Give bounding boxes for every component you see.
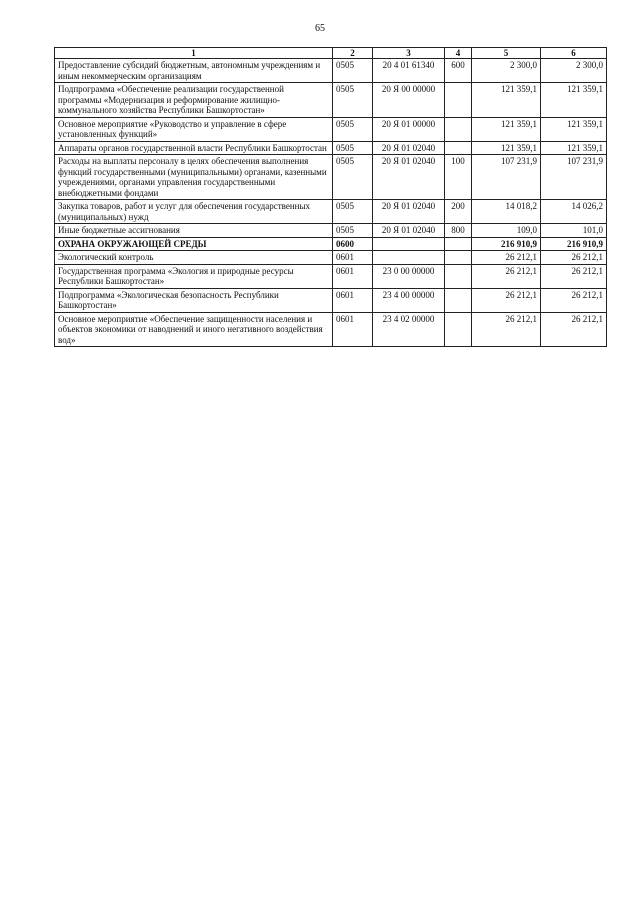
table-row xyxy=(55,200,607,224)
row-name: Основное мероприятие «Обеспечение защищенности населения и объектов экономики от наводнений и иного негативного воздействия вод» xyxy=(55,312,333,347)
row-amount-col5: 26 212,1 xyxy=(472,288,541,312)
table-row xyxy=(55,264,607,288)
row-amount-col6: 121 359,1 xyxy=(541,141,607,155)
table-row xyxy=(55,288,607,312)
header-col-3: 3 xyxy=(373,48,445,59)
row-target-code: 20 4 01 61340 xyxy=(373,59,445,83)
row-name: Подпрограмма «Экологическая безопасность Республики Башкортостан» xyxy=(55,288,333,312)
table-row xyxy=(55,224,607,238)
row-amount-col5: 216 910,9 xyxy=(472,237,541,251)
row-amount-col6: 101,0 xyxy=(541,224,607,238)
row-section-code: 0601 xyxy=(333,264,373,288)
row-expense-type: 600 xyxy=(445,59,472,83)
row-amount-col5: 107 231,9 xyxy=(472,155,541,200)
row-amount-col6: 14 026,2 xyxy=(541,200,607,224)
row-target-code: 20 Я 01 02040 xyxy=(373,200,445,224)
row-amount-col6: 216 910,9 xyxy=(541,237,607,251)
table-row xyxy=(55,83,607,118)
row-expense-type xyxy=(445,251,472,265)
row-expense-type xyxy=(445,264,472,288)
table-row xyxy=(55,251,607,265)
header-col-4: 4 xyxy=(445,48,472,59)
row-amount-col6: 121 359,1 xyxy=(541,83,607,118)
table-body xyxy=(55,59,607,347)
row-amount-col6: 26 212,1 xyxy=(541,251,607,265)
row-section-code: 0505 xyxy=(333,117,373,141)
row-amount-col6: 26 212,1 xyxy=(541,288,607,312)
row-name: Государственная программа «Экология и природные ресурсы Республики Башкортостан» xyxy=(55,264,333,288)
row-name: Экологический контроль xyxy=(55,251,333,265)
row-amount-col6: 2 300,0 xyxy=(541,59,607,83)
row-name: Подпрограмма «Обеспечение реализации государственной программы «Модернизация и реформирование жилищно-коммунального хозяйства Республики Башкортостан» xyxy=(55,83,333,118)
row-amount-col5: 26 212,1 xyxy=(472,251,541,265)
row-section-code: 0601 xyxy=(333,312,373,347)
row-amount-col5: 121 359,1 xyxy=(472,141,541,155)
table-row xyxy=(55,312,607,347)
row-name: Иные бюджетные ассигнования xyxy=(55,224,333,238)
row-expense-type: 200 xyxy=(445,200,472,224)
row-name: Основное мероприятие «Руководство и управление в сфере установленных функций» xyxy=(55,117,333,141)
row-amount-col6: 107 231,9 xyxy=(541,155,607,200)
row-section-code: 0505 xyxy=(333,141,373,155)
row-section-code: 0505 xyxy=(333,155,373,200)
row-amount-col5: 121 359,1 xyxy=(472,83,541,118)
row-target-code: 20 Я 00 00000 xyxy=(373,83,445,118)
table-row xyxy=(55,155,607,200)
row-target-code xyxy=(373,251,445,265)
header-col-6: 6 xyxy=(541,48,607,59)
row-expense-type: 100 xyxy=(445,155,472,200)
row-expense-type xyxy=(445,312,472,347)
row-target-code: 23 0 00 00000 xyxy=(373,264,445,288)
row-expense-type xyxy=(445,141,472,155)
row-target-code: 23 4 02 00000 xyxy=(373,312,445,347)
row-target-code: 20 Я 01 02040 xyxy=(373,224,445,238)
row-name: ОХРАНА ОКРУЖАЮЩЕЙ СРЕДЫ xyxy=(55,237,333,251)
row-section-code: 0505 xyxy=(333,224,373,238)
header-col-2: 2 xyxy=(333,48,373,59)
row-amount-col5: 26 212,1 xyxy=(472,264,541,288)
row-amount-col5: 26 212,1 xyxy=(472,312,541,347)
table-header-row xyxy=(55,48,607,59)
row-section-code: 0600 xyxy=(333,237,373,251)
table-row xyxy=(55,117,607,141)
row-target-code xyxy=(373,237,445,251)
row-amount-col6: 26 212,1 xyxy=(541,264,607,288)
header-col-5: 5 xyxy=(472,48,541,59)
row-amount-col5: 121 359,1 xyxy=(472,117,541,141)
row-target-code: 20 Я 01 02040 xyxy=(373,141,445,155)
budget-table xyxy=(54,47,607,347)
row-target-code: 20 Я 01 00000 xyxy=(373,117,445,141)
row-amount-col5: 14 018,2 xyxy=(472,200,541,224)
row-expense-type xyxy=(445,117,472,141)
row-section-code: 0505 xyxy=(333,200,373,224)
table-row xyxy=(55,237,607,251)
row-section-code: 0505 xyxy=(333,83,373,118)
row-amount-col6: 26 212,1 xyxy=(541,312,607,347)
row-expense-type: 800 xyxy=(445,224,472,238)
row-name: Предоставление субсидий бюджетным, автономным учреждениям и иным некоммерческим организациям xyxy=(55,59,333,83)
row-amount-col6: 121 359,1 xyxy=(541,117,607,141)
row-name: Расходы на выплаты персоналу в целях обеспечения выполнения функций государственными (муниципальными) органами, казенными учреждениями, органами управления государственными внебюджетными фондами xyxy=(55,155,333,200)
row-expense-type xyxy=(445,83,472,118)
table-row xyxy=(55,59,607,83)
row-section-code: 0505 xyxy=(333,59,373,83)
row-section-code: 0601 xyxy=(333,251,373,265)
row-expense-type xyxy=(445,288,472,312)
row-amount-col5: 109,0 xyxy=(472,224,541,238)
row-target-code: 20 Я 01 02040 xyxy=(373,155,445,200)
row-expense-type xyxy=(445,237,472,251)
row-section-code: 0601 xyxy=(333,288,373,312)
row-name: Закупка товаров, работ и услуг для обеспечения государственных (муниципальных) нужд xyxy=(55,200,333,224)
page-number: 65 xyxy=(315,23,325,34)
row-target-code: 23 4 00 00000 xyxy=(373,288,445,312)
header-col-1: 1 xyxy=(55,48,333,59)
row-amount-col5: 2 300,0 xyxy=(472,59,541,83)
row-name: Аппараты органов государственной власти Республики Башкортостан xyxy=(55,141,333,155)
table-row xyxy=(55,141,607,155)
